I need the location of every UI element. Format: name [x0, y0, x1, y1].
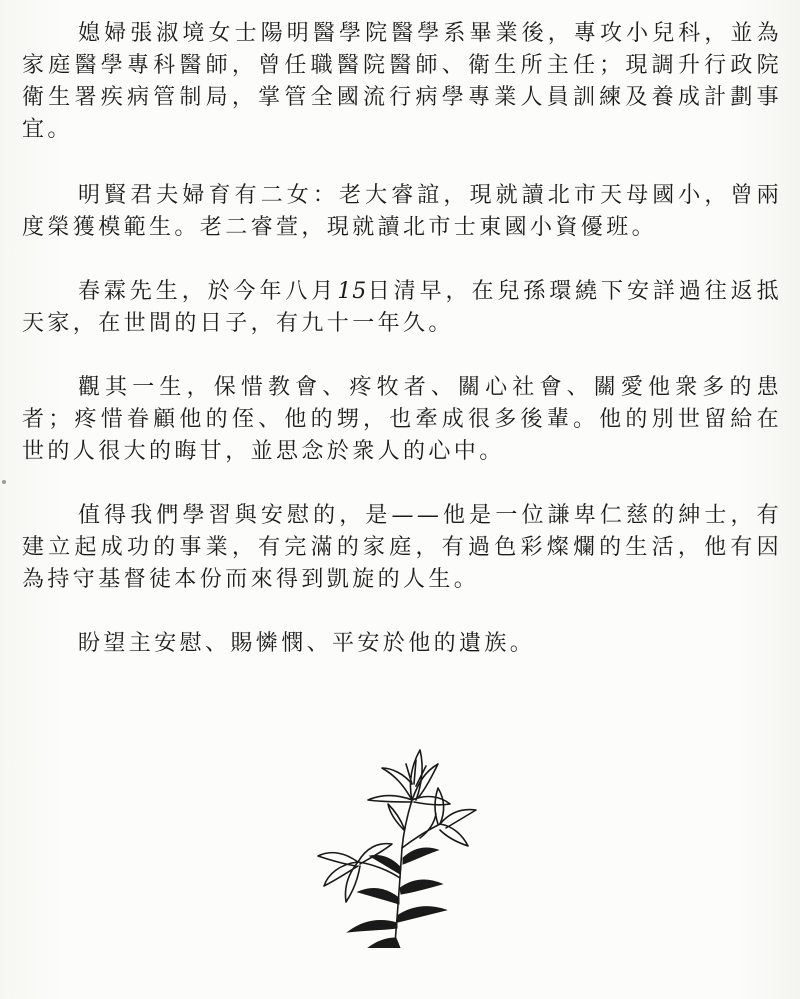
- passing-date-number: 15: [337, 279, 368, 304]
- paragraph-daughter-in-law: 媳婦張淑境女士陽明醫學院醫學系畢業後，專攻小兒科，並為家庭醫學專科醫師，曾任職醫院醫師、衛生所主任；現調升行政院衛生署疾病管制局，掌管全國流行病學專業人員訓練及養成計劃事宜。: [22, 21, 782, 142]
- scan-speck: [2, 480, 6, 484]
- paragraph-blessing: 盼望主安慰、賜憐憫、平安於他的遺族。: [78, 631, 536, 656]
- paragraph-lessons: 值得我們學習與安慰的，是——他是一位謙卑仁慈的紳士，有建立起成功的事業，有完滿的家庭，有過色彩燦爛的生活，他有因為持守基督徒本份而來得到凱旋的人生。: [22, 503, 782, 592]
- paragraph-life-summary: 觀其一生，保惜教會、疼牧者、關心社會、關愛他衆多的患者；疼惜眷顧他的侄、他的甥，也牽成很多後輩。他的別世留給在世的人很大的晦甘，並思念於衆人的心中。: [22, 375, 782, 464]
- document-body: [22, 18, 782, 660]
- paragraph-granddaughters: 明賢君夫婦育有二女：老大睿誼，現就讀北市天母國小，曾兩度榮獲模範生。老二睿萱，現就讀北市士東國小資優班。: [22, 183, 782, 240]
- paragraph-passing: [22, 276, 782, 340]
- lily-flower-icon: [300, 738, 500, 948]
- passing-text-after: 日清早，在兒孫環繞下安詳過往返抵天家，在世間的日子，有九十一年久。: [22, 279, 782, 336]
- passing-text-before: 春霖先生，於今年八月: [78, 279, 338, 304]
